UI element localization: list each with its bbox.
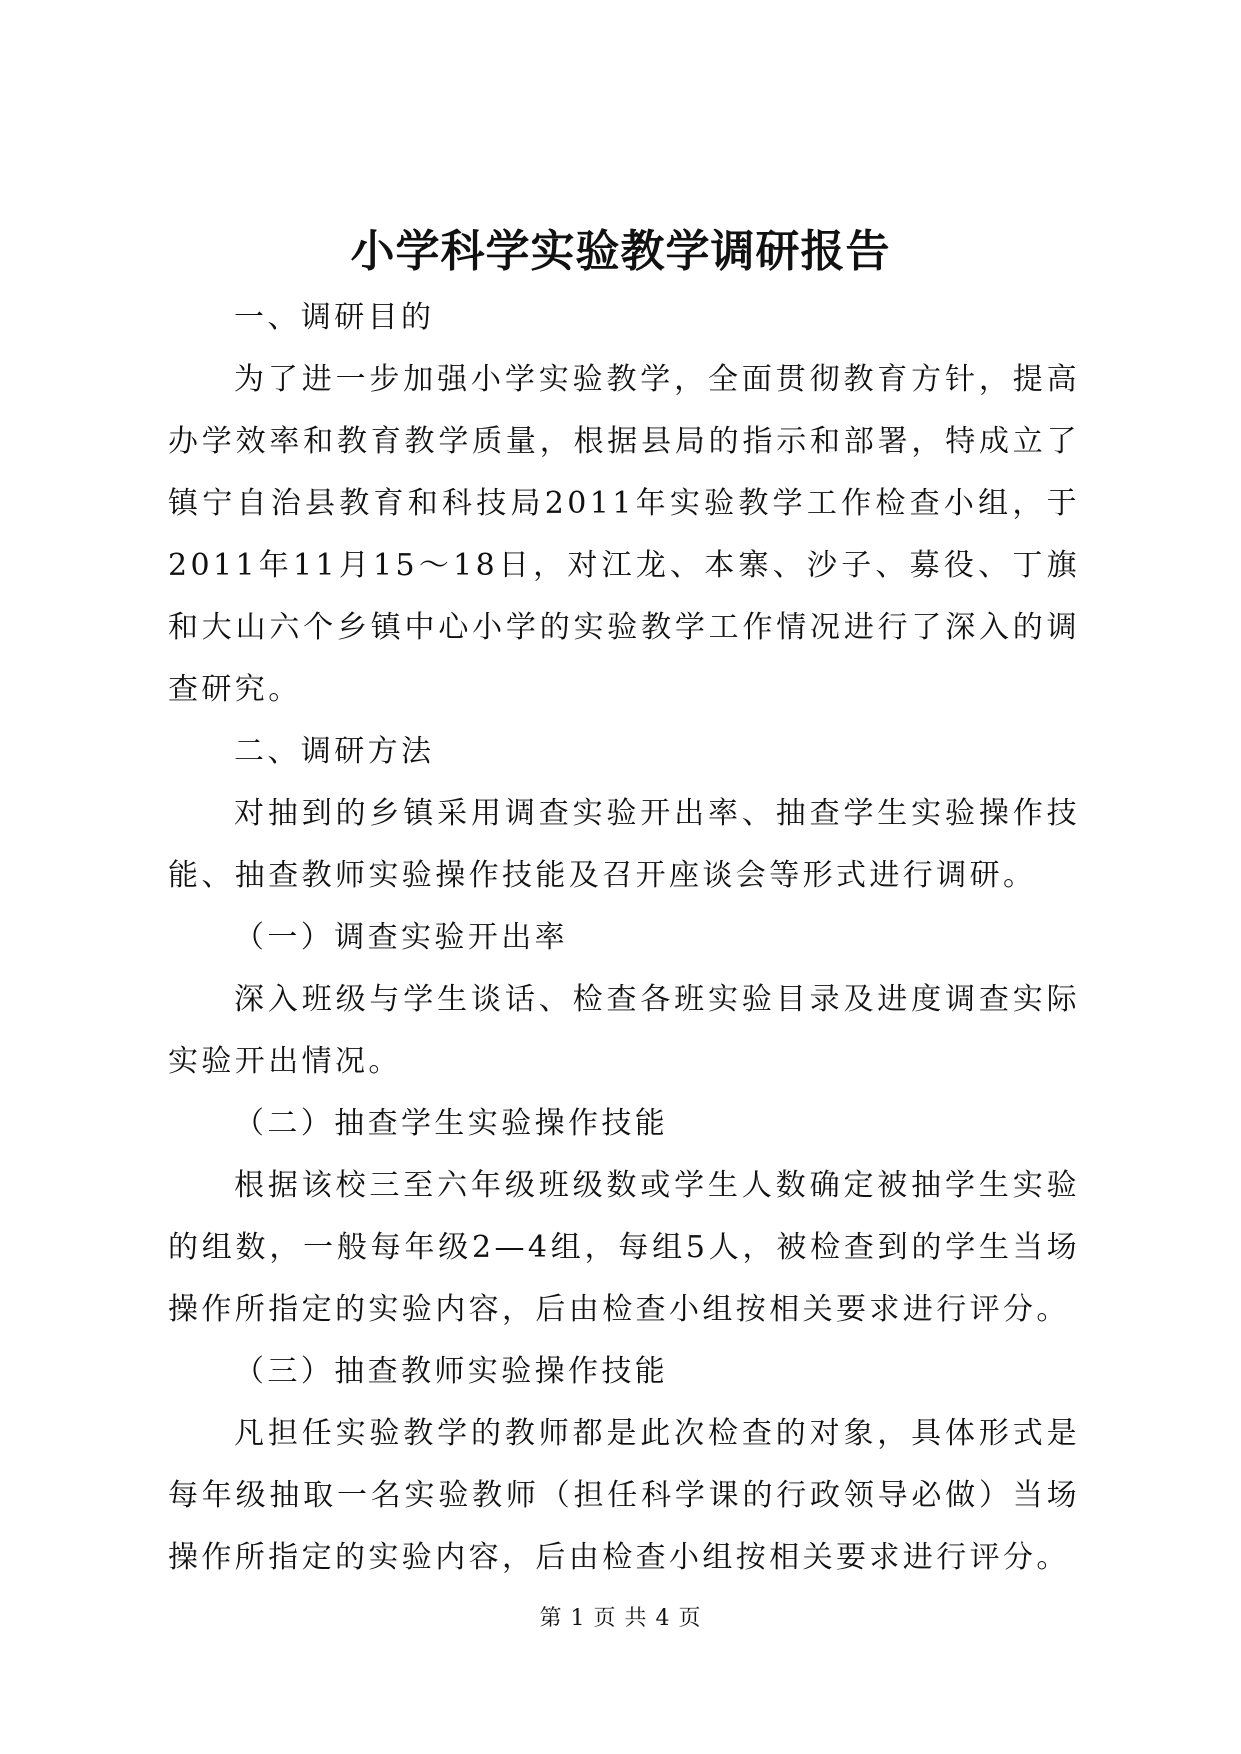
section-heading-purpose: 一、调研目的 [234, 300, 435, 335]
paragraph-student-skills: 根据该校三至六年级班级数或学生人数确定被抽学生实验的组数，一般每年级2—4组，每组5人，被检查到的学生当场操作所指定的实验内容，后由检查小组按相关要求进行评分。 [168, 1168, 1080, 1327]
paragraph-teacher-skills: 凡担任实验教学的教师都是此次检查的对象，具体形式是每年级抽取一名实验教师（担任科学课的行政领导必做）当场操作所指定的实验内容，后由检查小组按相关要求进行评分。 [168, 1416, 1080, 1575]
subheading-teacher-skills: （三）抽查教师实验操作技能 [234, 1354, 669, 1389]
subheading-student-skills: （二）抽查学生实验操作技能 [234, 1106, 669, 1141]
page-number-footer: 第 1 页 共 4 页 [539, 1606, 702, 1631]
paragraph-method: 对抽到的乡镇采用调查实验开出率、抽查学生实验操作技能、抽查教师实验操作技能及召开座谈会等形式进行调研。 [168, 796, 1080, 893]
document-body [168, 287, 1080, 1589]
subheading-experiment-rate: （一）调查实验开出率 [234, 920, 568, 955]
paragraph-purpose: 为了进一步加强小学实验教学，全面贯彻教育方针，提高办学效率和教育教学质量，根据县局的指示和部署，特成立了镇宁自治县教育和科技局2011年实验教学工作检查小组，于2011年11月15～18日，对江龙、本寨、沙子、募役、丁旗和大山六个乡镇中心小学的实验教学工作情况进行了深入的调查研究。 [168, 362, 1080, 707]
section-heading-method: 二、调研方法 [234, 734, 435, 769]
document-title: 小学科学实验教学调研报告 [350, 226, 891, 277]
paragraph-experiment-rate: 深入班级与学生谈话、检查各班实验目录及进度调查实际实验开出情况。 [168, 982, 1080, 1079]
